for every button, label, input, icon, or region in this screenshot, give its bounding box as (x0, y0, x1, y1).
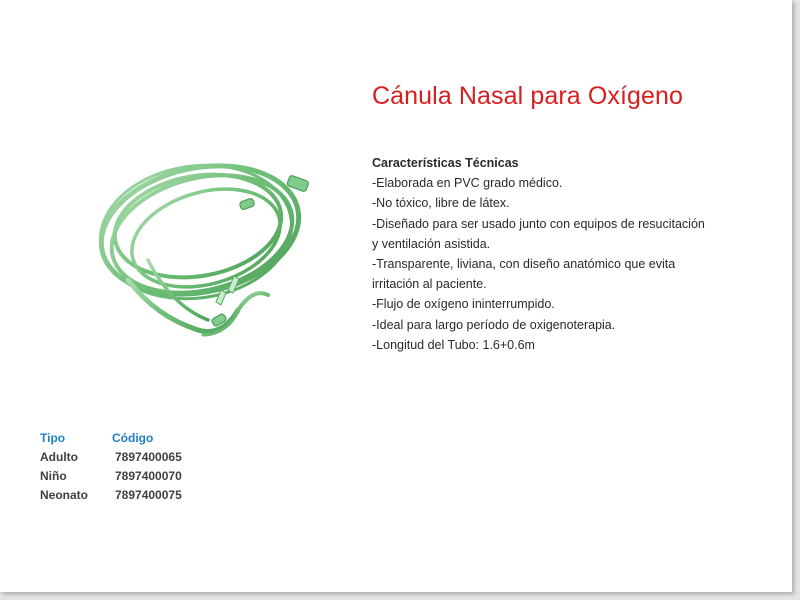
cell-codigo: 7897400070 (115, 469, 182, 483)
product-image (88, 130, 328, 360)
technical-specs (372, 153, 712, 355)
specs-heading: Características Técnicas (372, 156, 519, 170)
nasal-cannula-illustration (88, 130, 328, 360)
spec-line: -Longitud del Tubo: 1.6+0.6m (372, 337, 535, 352)
spec-line: -Elaborada en PVC grado médico. (372, 176, 563, 191)
table-row (40, 448, 235, 467)
table-row (40, 467, 235, 486)
table-header-row (40, 428, 235, 448)
column-header-codigo: Código (112, 431, 154, 445)
spec-line: -Transparente, liviana, con diseño anatómico que evita irritación al paciente. (372, 257, 676, 292)
cell-codigo: 7897400075 (115, 488, 182, 502)
spec-line: -No tóxico, libre de látex. (372, 196, 510, 211)
spec-line: -Ideal para largo período de oxigenoterapia. (372, 317, 616, 332)
codes-table (40, 428, 235, 505)
cell-tipo: Neonato (40, 488, 88, 502)
table-row (40, 486, 235, 505)
cell-codigo: 7897400065 (115, 450, 182, 464)
cell-tipo: Niño (40, 469, 67, 483)
spec-line: -Diseñado para ser usado junto con equipos de resucitación y ventilación asistida. (372, 216, 705, 251)
cell-tipo: Adulto (40, 450, 78, 464)
column-header-tipo: Tipo (40, 431, 66, 445)
product-title: Cánula Nasal para Oxígeno (372, 82, 684, 110)
spec-line: -Flujo de oxígeno ininterrumpido. (372, 297, 555, 312)
